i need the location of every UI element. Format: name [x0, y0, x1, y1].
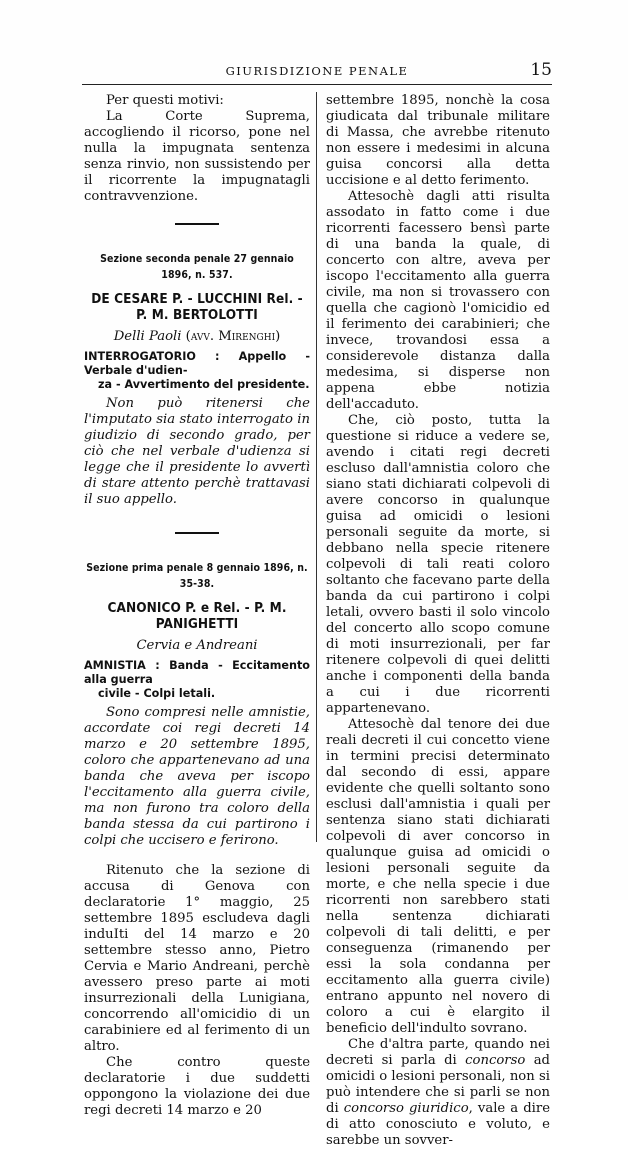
- case-massima: [84, 350, 310, 392]
- paragraph: [326, 1037, 550, 1149]
- party-names: Delli Paoli: [113, 329, 182, 344]
- case-section-heading: Sezione seconda penale 27 gennaio 1896, n. 537.: [100, 253, 294, 281]
- italic-term: concorso: [465, 1053, 526, 1068]
- paragraph: Per questi motivi:: [106, 93, 224, 108]
- case-names: Cervia e Andreani: [136, 638, 258, 653]
- case-names: [84, 329, 310, 345]
- text-run: , vale a dire di atto conosciuto e voluto, e sarebbe un sovver-: [326, 1101, 550, 1148]
- text-run: Che d'altra parte, quando nei decreti si parla di: [326, 1037, 550, 1068]
- paragraph: settembre 1895, nonchè la cosa giudicata dal tribunale militare di Massa, che avrebbe ritenuto non essere i medesimi in alcuna guisa concorsi alla detta uccisione e al detto ferimento.: [326, 93, 550, 188]
- case-section-heading: Sezione prima penale 8 gennaio 1896, n. 35-38.: [86, 562, 308, 590]
- column-divider: [316, 92, 317, 842]
- header-title: GIURISDIZIONE PENALE: [225, 64, 409, 78]
- page-number: 15: [530, 60, 552, 80]
- paragraph: Che contro queste declaratorie i due suddetti oppongono la violazione dei due regi decreti 14 marzo e 20: [84, 1055, 310, 1118]
- counsel-name: (avv. Mirenghi): [185, 329, 281, 344]
- case-summary: Sono compresi nelle amnistie, accordate coi regi decreti 14 marzo e 20 settembre 1895, coloro che appartenevano ad una banda che aveva per iscopo l'eccitamento alla guerra civile, ma non furono tra coloro della banda stessa da cui partirono i colpi che uccisero e ferirono.: [84, 705, 310, 848]
- text-run: ad omicidi o lesioni personali, non si può intendere che si parli se non di: [326, 1053, 550, 1116]
- paragraph: Attesochè dagli atti risulta assodato in fatto come i due ricorrenti facessero bensì parte di una banda la quale, di concerto con altre, aveva per iscopo l'eccitamento alla guerra civile, ma non si trovassero con quella che cagionò l'omicidio ed il ferimento dei carabinieri; che invece, trovandosi essa a considerevole distanza dalla medesima, si disperse non appena ebbe notizia dell'accaduto.: [326, 189, 550, 412]
- case-parties: DE CESARE P. - LUCCHINI Rel. - P. M. BERTOLOTTI: [91, 291, 303, 323]
- massima-continuation: civile - Colpi letali.: [98, 687, 216, 700]
- left-column: [84, 93, 310, 1119]
- running-header: [82, 62, 552, 82]
- separator-rule: [175, 532, 219, 534]
- case-summary: Non può ritenersi che l'imputato sia stato interrogato in giudizio di secondo grado, per ciò che nel verbale d'udienza si legge che il presidente lo avvertì di stare attento perchè trattavasi il suo appello.: [84, 396, 310, 507]
- right-column: [326, 93, 550, 1149]
- massima-heading: AMNISTIA : Banda - Eccitamento alla guerra: [84, 659, 310, 686]
- case-massima: [84, 659, 310, 701]
- paragraph: La Corte Suprema, accogliendo il ricorso, pone nel nulla la impugnata sentenza senza rinvio, non sussistendo per il ricorrente la impugnatagli contravvenzione.: [84, 109, 310, 204]
- case-parties: CANONICO P. e Rel. - P. M. PANIGHETTI: [107, 600, 287, 632]
- paragraph: Ritenuto che la sezione di accusa di Genova con declaratorie 1° maggio, 25 settembre 1895 escludeva dagli induIti del 14 marzo e 20 settembre stesso anno, Pietro Cervia e Mario Andreani, perchè avessero preso parte ai moti insurrezionali della Lunigiana, concorrendo all'omicidio di un carabiniere ed al ferimento di un altro.: [84, 863, 310, 1054]
- separator-rule: [175, 223, 219, 225]
- massima-heading: INTERROGATORIO : Appello - Verbale d'udien-: [84, 350, 310, 377]
- paragraph: Che, ciò posto, tutta la questione si riduce a vedere se, avendo i citati regi decreti escluso dall'amnistia coloro che siano stati dichiarati colpevoli di avere concorso in qualunque guisa ad omicidi o lesioni personali seguite da morte, si debbano nella specie ritenere colpevoli di tali reati coloro soltanto che facevano parte della banda da cui partirono i colpi letali, ovvero basti il solo vincolo del concerto allo scopo comune di moti insurrezionali, per far ritenere colpevoli di quei delitti anche i componenti della banda a cui i due ricorrenti appartenevano.: [326, 413, 550, 716]
- header-rule: [82, 84, 552, 85]
- massima-continuation: za - Avvertimento del presidente.: [98, 378, 310, 391]
- paragraph: Attesochè dal tenore dei due reali decreti il cui concetto viene in termini precisi determinato dal secondo di essi, appare evidente che quelli soltanto sono esclusi dall'amnistia i quali per sentenza siano stati dichiarati colpevoli di aver concorso in qualunque guisa ad omicidi o lesioni personali seguite da morte, e che nella specie i due ricorrenti non sarebbero stati nella sentenza dichiarati colpevoli di tali delitti, e per conseguenza (rimanendo per essi la sola condanna per eccitamento alla guerra civile) entrano appunto nel novero di coloro a cui è elargito il beneficio dell'indulto sovrano.: [326, 717, 550, 1036]
- italic-term: concorso giuridico: [343, 1101, 469, 1116]
